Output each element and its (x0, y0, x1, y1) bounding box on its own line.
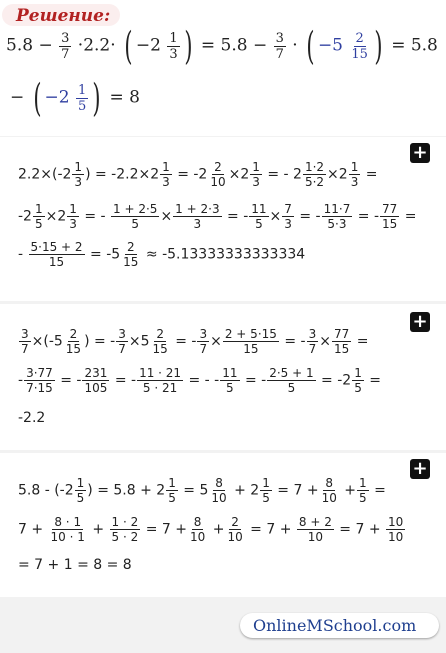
step-line: = 7 + 1 = 8 = 8 (18, 557, 132, 573)
expand-plus-button[interactable]: + (410, 459, 430, 479)
main-expression-line-1: 5.8 − $\frac{3}{7}$ ·2.2· ( −2 $\frac{1}{3}$ ) = 5.8 − $\frac{3}{7}$ · ( −5 $\frac{2}{15}$ ) = 5.8 (6, 24, 438, 68)
step-line: - $\frac{3\cdot 77}{7\cdot 15}$ = - $\frac{231}{105}$ = - $\frac{11 \cdot 21}{5 \cdot 21}$ = - - $\frac{11}{5}$ = - $\frac{2\cdot 5 + 1}{5}$ = -2 $\frac{1}{5}$ = (18, 366, 382, 395)
solution-header (0, 0, 446, 136)
step-line: -2.2 (18, 410, 46, 426)
solution-title: Решение: (16, 6, 111, 26)
step-line: - $\frac{5\cdot 15 + 2}{15}$ = -5 $\frac{2}{15}$ ≈ -5.13333333333334 (18, 240, 306, 269)
step-line: 2.2×(-2 $\frac{1}{3}$ ) = -2.2×2 $\frac{1}{3}$ = -2 $\frac{2}{10}$ ×2 $\frac{1}{3}$ = - 2 $\frac{1\cdot 2}{5\cdot 2}$ ×2 $\frac{1}{3}$ = (18, 160, 378, 189)
step-card-2 (0, 304, 446, 450)
brand-text[interactable]: OnlineMSchool.com (253, 616, 417, 635)
step-line: -2 $\frac{1}{5}$ ×2 $\frac{1}{3}$ = - $\frac{1 + 2\cdot 5}{5}$ × $\frac{1 + 2\cdot 3}{3}$ = - $\frac{11}{5}$ × $\frac{7}{3}$ = - $\frac{11\cdot 7}{5\cdot 3}$ = - $\frac{77}{15}$ = (18, 202, 417, 231)
step-line: 5.8 - (-2 $\frac{1}{5}$ ) = 5.8 + 2 $\frac{1}{5}$ = 5 $\frac{8}{10}$ + 2 $\frac{1}{5}$ = 7 + $\frac{8}{10}$ + $\frac{1}{5}$ = (18, 476, 386, 505)
expand-plus-button[interactable]: + (410, 143, 430, 163)
step-card-1 (0, 137, 446, 301)
step-card-3 (0, 453, 446, 597)
expand-plus-button[interactable]: + (410, 312, 430, 332)
step-line: $\frac{3}{7}$ ×(-5 $\frac{2}{15}$ ) = - $\frac{3}{7}$ ×5 $\frac{2}{15}$ = - $\frac{3}{7}$ × $\frac{2 + 5\cdot 15}{15}$ = - $\frac{3}{7}$ × $\frac{77}{15}$ = (21, 327, 369, 356)
main-expression-line-2: − ( −2 $\frac{1}{5}$ ) = 8 (10, 76, 140, 120)
step-line: 7 + $\frac{8 \cdot 1}{10 \cdot 1}$ + $\frac{1 \cdot 2}{5 \cdot 2}$ = 7 + $\frac{8}{10}$ + $\frac{2}{10}$ = 7 + $\frac{8 + 2}{10}$ = 7 + $\frac{10}{10}$ (18, 515, 404, 544)
